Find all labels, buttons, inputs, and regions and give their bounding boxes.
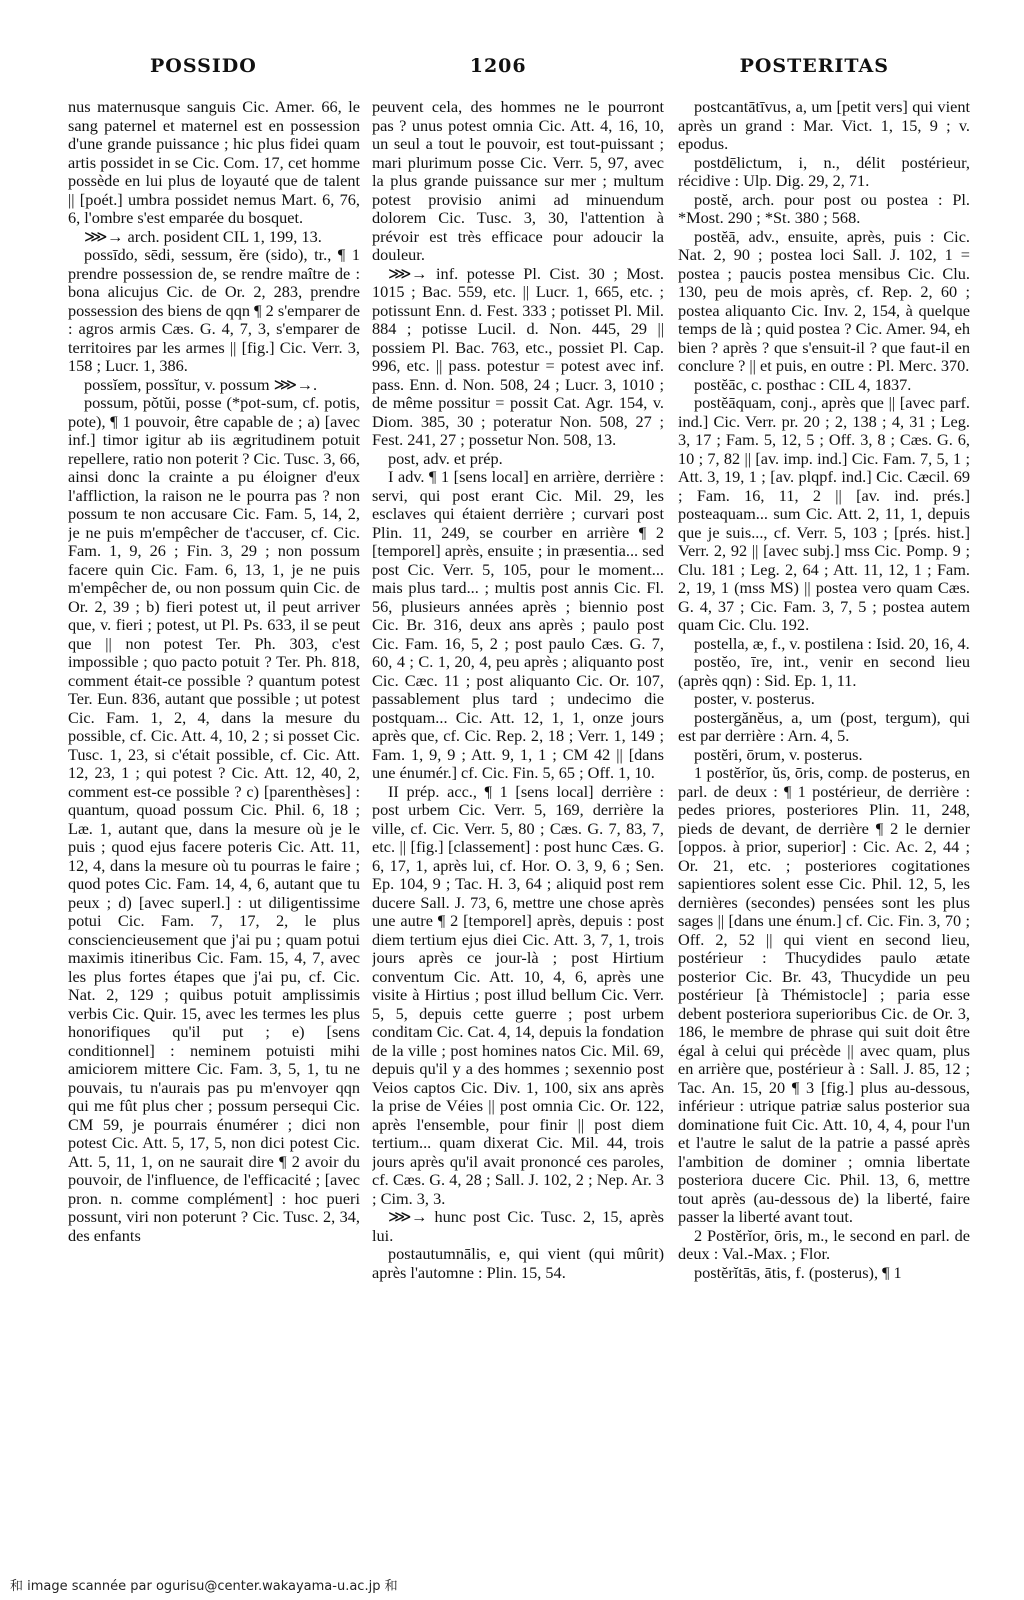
entry-paragraph: postĕrĭtās, ātis, f. (posterus), ¶ 1 bbox=[694, 1262, 902, 1282]
entry-paragraph: postĕ, arch. pour post ou postea : Pl. *Most. 290 ; *St. 380 ; 568. bbox=[678, 189, 970, 227]
entry-paragraph: postĕri, ōrum, v. posterus. bbox=[694, 744, 863, 764]
entry-paragraph: postdēlictum, i, n., délit postérieur, récidive : Ulp. Dig. 29, 2, 71. bbox=[678, 152, 970, 190]
entry-paragraph: postautumnālis, e, qui vient (qui mûrit) après l'automne : Plin. 15, 54. bbox=[372, 1244, 664, 1282]
entry-paragraph: post, adv. et prép. bbox=[388, 448, 503, 468]
entry-paragraph: ⋙→ inf. potesse Pl. Cist. 30 ; Most. 1015 ; Bac. 559, etc. || Lucr. 1, 665, etc. ; potissunt Enn. d. Fest. 333 ; potisset Pl. Mil. 884 ; potisse Lucil. d. Non. 445, 29 || possiem Pl. Bac. 763, etc., possiet Pl. Cap. 996, etc. || pass. potestur = potest avec inf. pass. Enn. d. Non. 508, 24 ; Lucr. 3, 1010 ; de même possitur = possit Cat. Agr. 154, v. Diom. 385, 30 ; poteratur Non. 508, 27 ; Fest. 241, 27 ; possetur Non. 508, 13. bbox=[372, 263, 664, 449]
entry-paragraph: ⋙→ arch. posident CIL 1, 199, 13. bbox=[84, 226, 322, 246]
scan-credit-footer: 和 image scannée par ogurisu@center.wakayama-u.ac.jp 和 bbox=[10, 1579, 398, 1594]
entry-paragraph: possīdo, sēdi, sessum, ĕre (sido), tr., ¶ 1 prendre possession de, se rendre maître de : bona alicujus Cic. de Or. 2, 283, prendre possession des biens de qqn ¶ 2 s'emparer de : agros armis Cæs. G. 4, 7, 3, s'emparer de territoires par les armes || [fig.] Cic. Verr. 3, 158 ; Lucr. 1, 386. bbox=[68, 245, 360, 375]
entry-paragraph: nus maternusque sanguis Cic. Amer. 66, le sang paternel et maternel est en possession d'une grande puissance ; hic plus fidei quam artis possidet in se Cic. Com. 17, cet homme possède en lui plus de loyauté que de talent || [poét.] umbra possidet nemus Mart. 6, 76, 6, l'ombre s'est emparée du bosquet. bbox=[68, 98, 360, 227]
column-1 bbox=[68, 98, 360, 1538]
entry-paragraph: poster, v. posterus. bbox=[694, 689, 815, 708]
entry-paragraph: 2 Postĕrĭor, ōris, m., le second en parl. de deux : Val.-Max. ; Flor. bbox=[678, 1225, 970, 1263]
page-header bbox=[150, 55, 889, 85]
entry-paragraph: possum, pŏtŭi, posse (*pot-sum, cf. potis, pote), ¶ 1 pouvoir, être capable de ; a) [avec inf.] timor igitur ab iis ægritudinem potuit repellere, ratio non poterit ? Cic. Tusc. 3, 66, ainsi donc la crainte a pu éloigner d'eux l'affliction, la raison ne le pourra pas ? non possum te non accusare Cic. Fam. 5, 14, 2, je ne puis m'empêcher de t'accuser, cf. Cic. Fam. 1, 9, 26 ; Fin. 3, 29 ; non possum facere quin Cic. Fam. 6, 13, 1, je ne puis m'empêcher de, ou non possum quin Cic. de Or. 2, 39 ; b) fieri potest ut, il peut arriver que, v. fieri ; potest, ut Pl. Ps. 633, il se peut que || non potest Ter. Ph. 303, c'est impossible ; quo pacto potuit ? Ter. Ph. 818, comment était-ce possible ? quantum potest Ter. Eun. 836, autant que possible ; ut potest Cic. Fam. 1, 2, 4, dans la mesure du possible, cf. Cic. Att. 4, 10, 2 ; si posset Cic. Tusc. 1, 23, si c'était possible, cf. Cic. Att. 12, 23, 1 ; qui potest ? Cic. Att. 12, 40, 2, comment est-ce possible ? c) [parenthèses] : quantum, quoad possum Cic. Phil. 6, 18 ; Læ. 1, autant que, dans la mesure où je le puis ; quod ejus facere poteris Cic. Att. 11, 12, 4, dans la mesure où tu pourras le faire ; quod potes Cic. Fam. 14, 4, 6, autant que tu peux ; d) [avec superl.] : ut diligentissime potui Cic. Fam. 7, 17, 2, le plus consciencieusement que j'ai pu ; quam potui maximis itineribus Cic. Fam. 15, 4, 7, avec les plus fortes étapes que j'ai pu, cf. Cic. Nat. 2, 129 ; quibus potuit amplissimis verbis Cic. Quir. 15, avec les termes les plus honorifiques qu'il put ; e) [sens conditionnel] : neminem potuisti mihi amiciorem mittere Cic. Fam. 3, 5, 1, tu ne pouvais, tu n'aurais pas pu m'envoyer qqn qui me fût plus cher ; possum persequi Cic. CM 59, je pourrais énumérer ; dici non potest Cic. Att. 5, 17, 5, non dici potest Cic. Att. 5, 11, 1, on ne saurait dire ¶ 2 avoir du pouvoir, de l'influence, de l'efficacité ; [avec pron. n. comme complément] : hoc pueri possunt, viri non poterunt ? Cic. Tusc. 2, 34, des enfants bbox=[68, 393, 360, 1245]
entry-paragraph: postcantātīvus, a, um [petit vers] qui vient après un grand : Mar. Vict. 1, 15, 9 ; v. epodus. bbox=[678, 98, 970, 153]
entry-paragraph: possĭem, possĭtur, v. possum ⋙→. bbox=[84, 374, 318, 394]
entry-paragraph: postĕā, adv., ensuite, après, puis : Cic. Nat. 2, 90 ; postea loci Sall. J. 102, 1 = postea ; paucis postea mensibus Cic. Clu. 130, peu de mois après, cf. Rep. 2, 60 ; postea aliquanto Cic. Inv. 2, 154, à quelque temps de là ; quid postea ? Cic. Amer. 94, eh bien ? après ? que s'ensuit-il ? que faut-il en conclure ? || et puis, en outre : Pl. Merc. 370. bbox=[678, 226, 970, 375]
entry-paragraph: postella, æ, f., v. postilena : Isid. 20, 16, 4. bbox=[694, 633, 970, 653]
entry-paragraph: postĕo, īre, int., venir en second lieu (après qqn) : Sid. Ep. 1, 11. bbox=[678, 652, 970, 690]
entry-paragraph: II prép. acc., ¶ 1 [sens local] derrière : post urbem Cic. Verr. 5, 169, derrière la ville, cf. Cic. Verr. 5, 80 ; Cæs. G. 7, 83, 7, etc. || [fig.] [classement] : post hunc Cæs. G. 6, 17, 1, après lui, cf. Hor. O. 3, 9, 6 ; Sen. Ep. 104, 9 ; Tac. H. 3, 64 ; aliquid post rem ducere Sall. J. 73, 6, mettre une chose après une autre ¶ 2 [temporel] après, depuis : post diem tertium ejus diei Cic. Att. 3, 7, 1, trois jours après ce jour-là ; post Hirtium conventum Cic. Att. 10, 4, 6, après une visite à Hirtius ; post illud bellum Cic. Verr. 5, 5, depuis cette guerre ; post urbem conditam Cic. Cat. 4, 14, depuis la fondation de la ville ; post homines natos Cic. Mil. 69, depuis qu'il y a des hommes ; sexennio post Veios captos Cic. Div. 1, 100, six ans après la prise de Véies || post omnia Cic. Or. 122, après l'ensemble, pour finir || post diem tertium... quam dixerat Cic. Mil. 44, trois jours après qu'il avait prononcé ces paroles, cf. Cæs. G. 4, 28 ; Sall. J. 102, 2 ; Nep. Ar. 3 ; Cim. 3, 3. bbox=[372, 781, 664, 1208]
page-number: 1206 bbox=[469, 55, 527, 77]
entry-paragraph: ⋙→ hunc post Cic. Tusc. 2, 15, après lui. bbox=[372, 1207, 664, 1245]
column-2 bbox=[372, 98, 664, 1538]
entry-paragraph: postĕāquam, conj., après que || [avec parf. ind.] Cic. Verr. pr. 20 ; 2, 138 ; 4, 31 ; Leg. 3, 17 ; Fam. 5, 12, 5 ; Off. 3, 8 ; Cæs. G. 6, 10 ; 7, 82 || [av. imp. ind.] Cic. Fam. 7, 5, 1 ; Att. 3, 19, 1 ; [av. plqpf. ind.] Cic. Cæcil. 69 ; Fam. 16, 11, 2 || [av. ind. prés.] posteaquam... sum Cic. Att. 2, 11, 1, depuis que je suis..., cf. Verr. 5, 103 ; [prés. hist.] Verr. 2, 92 || [avec subj.] mss Cic. Pomp. 9 ; Clu. 181 ; Leg. 2, 64 ; Att. 11, 12, 1 ; Fam. 2, 19, 1 (mss MS) || postea vero quam Cæs. G. 4, 37 ; Cic. Fam. 3, 7, 5 ; postea autem quam Cic. Clu. 192. bbox=[678, 393, 970, 634]
entry-paragraph: I adv. ¶ 1 [sens local] en arrière, derrière : servi, qui post erant Cic. Mil. 29, les esclaves qui étaient derrière ; curvari post Plin. 11, 249, se courber en arrière ¶ 2 [temporel] après, ensuite ; in præsentia... sed post Cic. Verr. 5, 105, pour le moment... mais plus tard... ; multis post annis Cic. Fl. 56, plusieurs années après ; biennio post Cic. Br. 316, deux ans après ; paulo post Cic. Fam. 16, 5, 2 ; post paulo Cæs. G. 7, 60, 4 ; C. 1, 20, 4, peu après ; aliquanto post Cic. Cæc. 11 ; post aliquanto Cic. Or. 107, passablement plus tard ; undecimo die postquam... Cic. Att. 12, 1, 1, onze jours après que, cf. Cic. Rep. 2, 18 ; Verr. 1, 149 ; Fam. 1, 9, 9 ; Att. 9, 1, 1 ; CM 42 || [dans une énumér.] cf. Cic. Fin. 5, 65 ; Off. 1, 10. bbox=[372, 467, 664, 782]
entry-paragraph: postergănĕus, a, um (post, tergum), qui est par derrière : Arn. 4, 5. bbox=[678, 707, 970, 745]
entry-paragraph: postĕāc, c. posthac : CIL 4, 1837. bbox=[694, 374, 912, 394]
entry-paragraph: peuvent cela, des hommes ne le pourront pas ? unus potest omnia Cic. Att. 4, 16, 10, un seul a tout le pouvoir, est tout-puissant ; mari plurimum posse Cic. Verr. 5, 97, avec la plus grande puissance sur mer ; multum potest provisio animi ad minuendum dolorem Cic. Tusc. 3, 30, l'attention à prévoir est très efficace pour adoucir la douleur. bbox=[372, 98, 664, 264]
entry-paragraph: 1 postĕrĭor, ŭs, ōris, comp. de posterus, en parl. de deux : ¶ 1 postérieur, de derrière : pedes priores, posteriores Plin. 11, 248, pieds de devant, de derrière ¶ 2 le dernier [oppos. à prior, superior] : Cic. Ac. 2, 44 ; Or. 21, etc. ; posteriores cogitationes sapientiores solent esse Cic. Phil. 12, 5, les dernières (secondes) pensées sont les plus sages || [dans une énum.] cf. Cic. Fin. 3, 70 ; Off. 2, 52 || qui vient en second lieu, postérieur : Thucydides paulo ætate posterior Cic. Br. 43, Thucydide un peu postérieur [à Thémistocle] ; paria esse debent posteriora superioribus Cic. de Or. 3, 186, le membre de phrase qui suit doit être égal à celui qui précède || avec quam, plus en arrière que, postérieur à : Sall. J. 85, 12 ; Tac. An. 15, 20 ¶ 3 [fig.] plus au-dessous, inférieur : utrique patriæ salus posterior sua dominatione fuit Cic. Att. 10, 4, 4, pour l'un et l'autre le salut de la patrie a passé après l'ambition de dominer ; omnia libertate posteriora ducere Cic. Phil. 13, 6, mettre tout après (au-dessous de) la liberté, faire passer la liberté avant tout. bbox=[678, 763, 970, 1226]
column-3 bbox=[678, 98, 970, 1538]
header-left-headword: POSSIDO bbox=[150, 55, 257, 77]
header-right-headword: POSTERITAS bbox=[739, 55, 889, 77]
